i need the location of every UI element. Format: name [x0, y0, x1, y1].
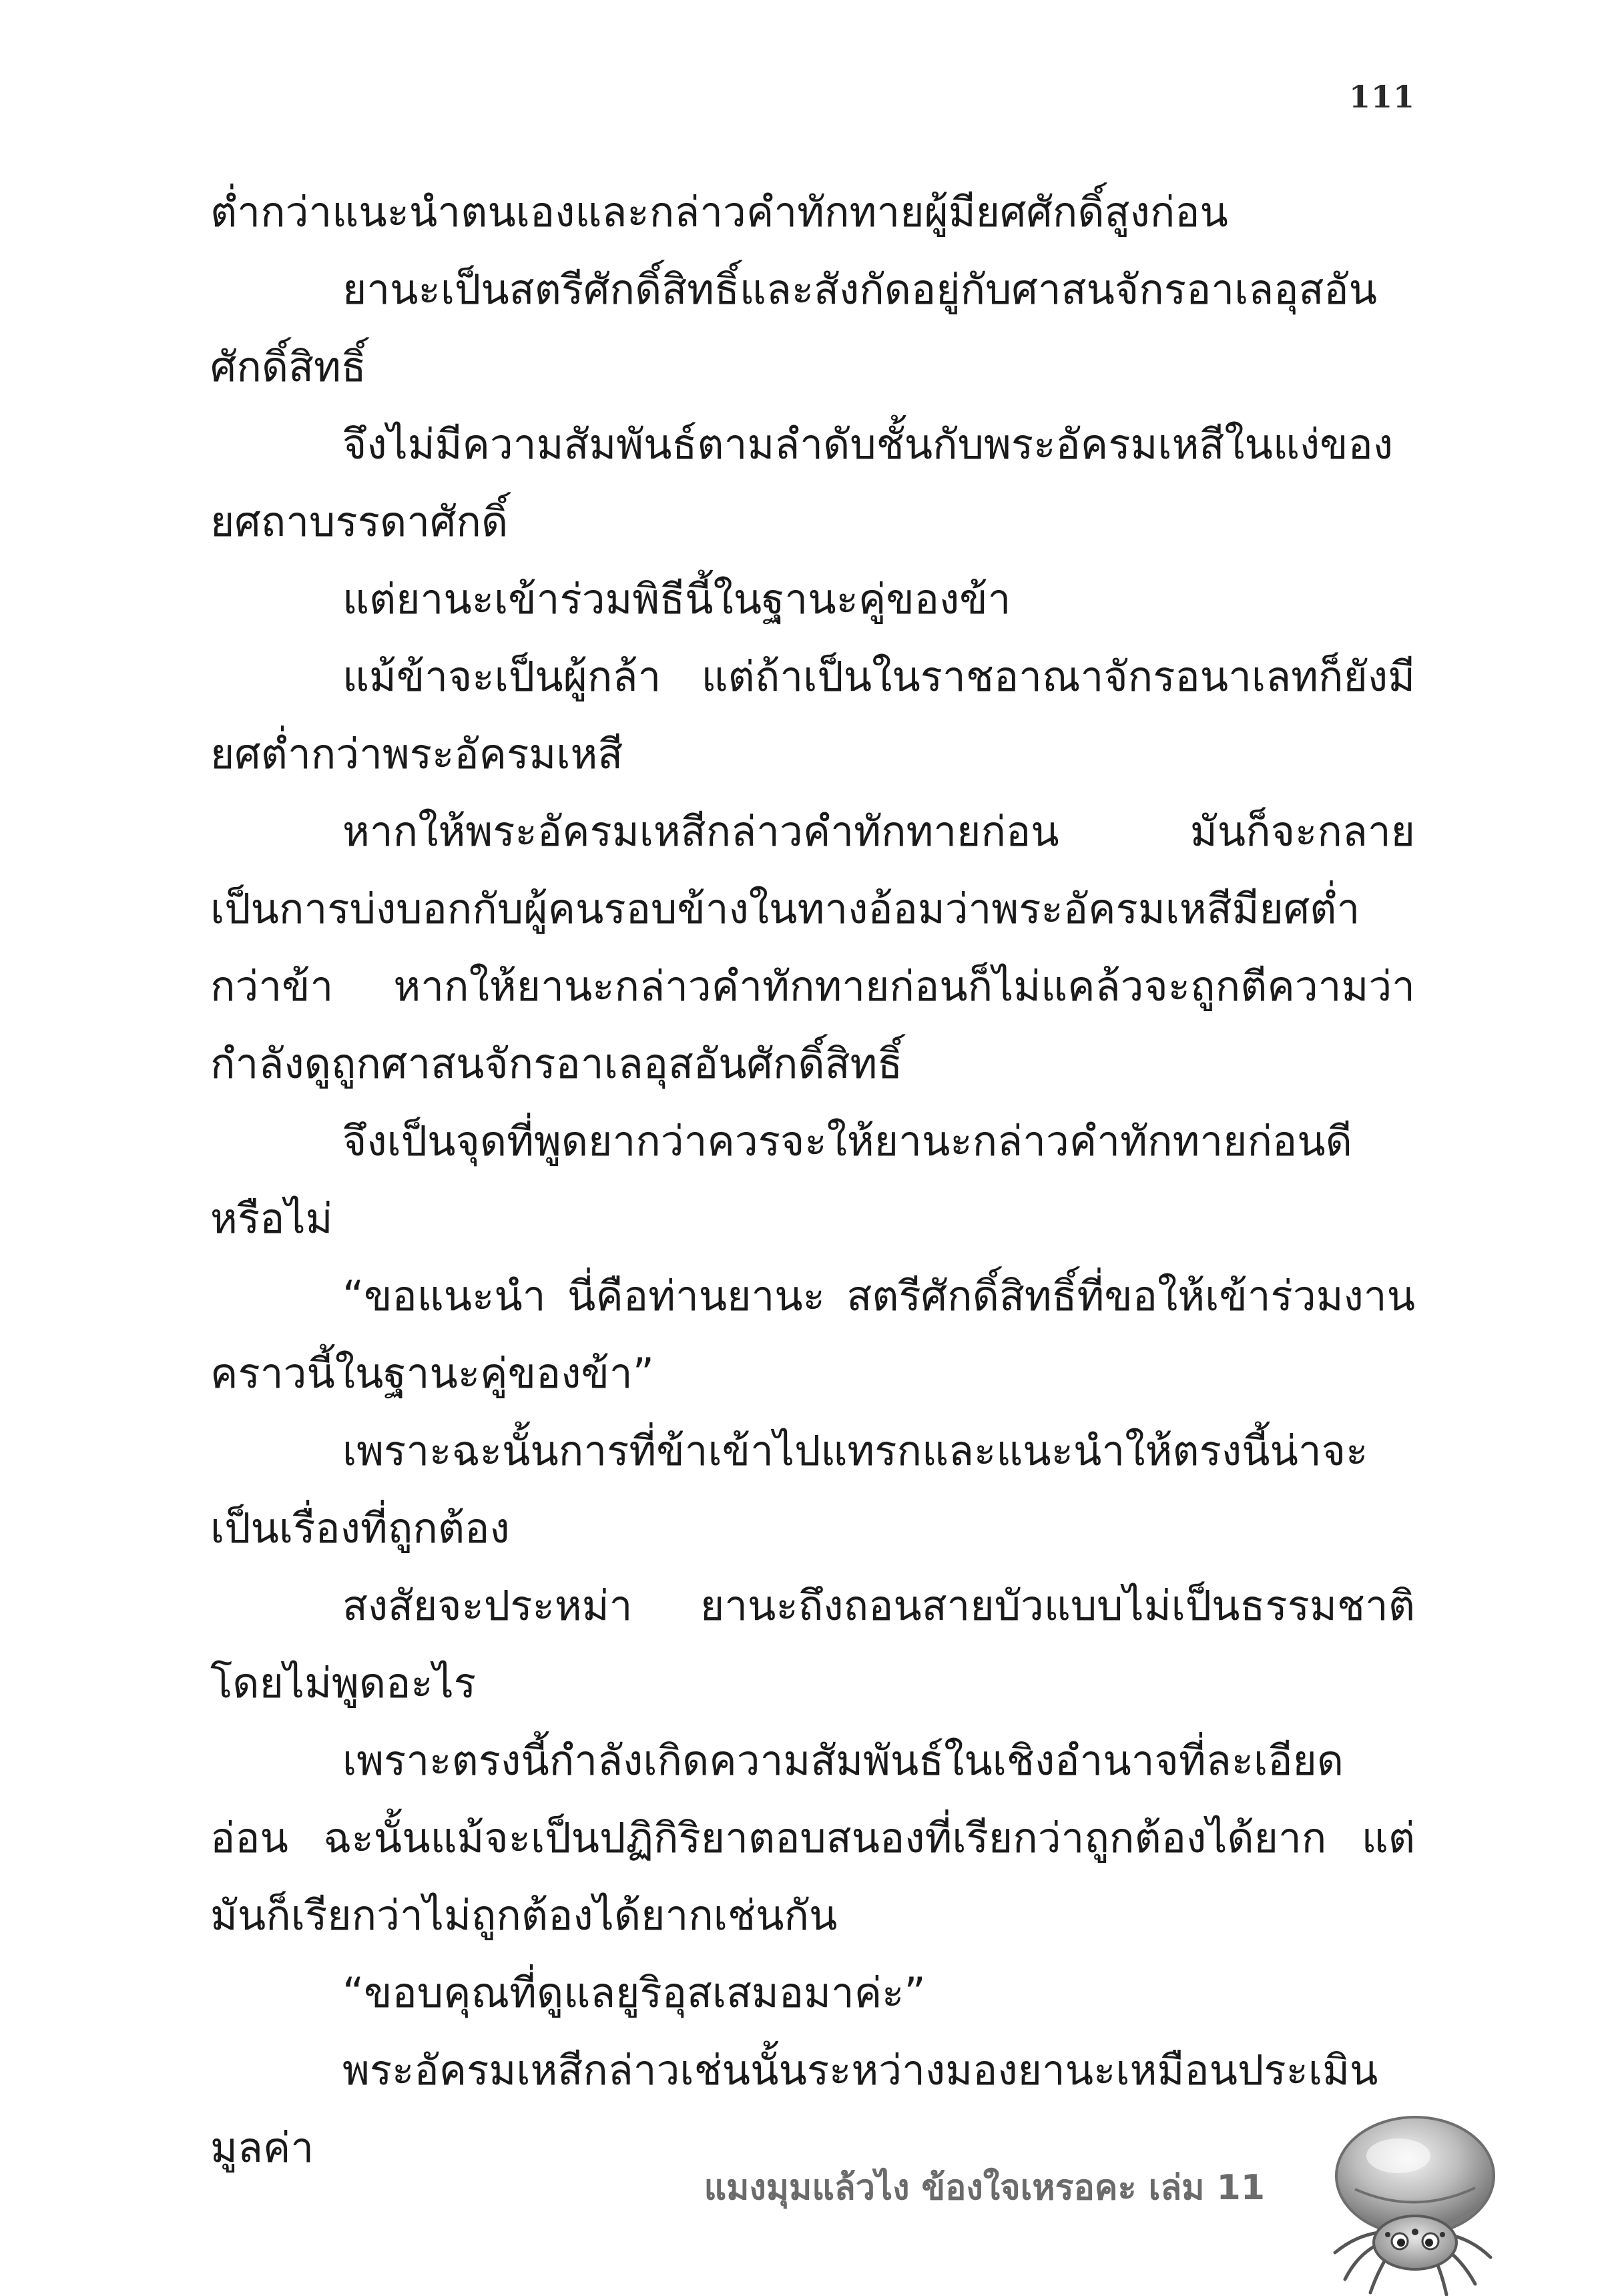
footer-book-title: แมงมุมแล้วไง ข้องใจเหรอคะ เล่ม 11	[704, 2168, 1265, 2208]
paragraph: เพราะฉะนั้นการที่ข้าเข้าไปแทรกและแนะนำให้ตรงนี้น่าจะเป็นเรื่องที่ถูกต้อง	[210, 1426, 1368, 1552]
paragraph: แม้ข้าจะเป็นผู้กล้า แต่ถ้าเป็นในราชอาณาจักรอนาเลทก็ยังมียศต่ำกว่าพระอัครมเหสี	[210, 652, 1415, 778]
spider-mascot-icon	[1318, 2109, 1512, 2296]
page-number: 111	[1348, 79, 1415, 115]
paragraph: ยานะเป็นสตรีศักดิ์สิทธิ์และสังกัดอยู่กับศาสนจักรอาเลอุสอันศักดิ์สิทธิ์	[210, 265, 1377, 391]
paragraph: จึงไม่มีความสัมพันธ์ตามลำดับชั้นกับพระอัครมเหสีในแง่ของยศถาบรรดาศักดิ์	[210, 420, 1394, 546]
paragraph: แต่ยานะเข้าร่วมพิธีนี้ในฐานะคู่ของข้า	[342, 575, 1011, 623]
body-text	[210, 174, 1415, 2187]
paragraph: จึงเป็นจุดที่พูดยากว่าควรจะให้ยานะกล่าวคำทักทายก่อนดีหรือไม่	[210, 1117, 1352, 1243]
paragraph: สงสัยจะประหม่า ยานะถึงถอนสายบัวแบบไม่เป็นธรรมชาติโดยไม่พูดอะไร	[210, 1581, 1415, 1707]
paragraph: หากให้พระอัครมเหสีกล่าวคำทักทายก่อน มันก็จะกลายเป็นการบ่งบอกกับผู้คนรอบข้างในทางอ้อมว่าพระอัครมเหสีมียศต่ำกว่าข้า หากให้ยานะกล่าวคำทักทายก่อนก็ไม่แคล้วจะถูกตีความว่ากำลังดูถูกศาสนจักรอาเลอุสอันศักดิ์สิทธิ์	[210, 807, 1415, 1088]
paragraph: “ขอแนะนำ นี่คือท่านยานะ สตรีศักดิ์สิทธิ์ที่ขอให้เข้าร่วมงานคราวนี้ในฐานะคู่ของข้า”	[210, 1271, 1415, 1398]
paragraph: ต่ำกว่าแนะนำตนเองและกล่าวคำทักทายผู้มียศศักดิ์สูงก่อน	[210, 188, 1228, 236]
paragraph: เพราะตรงนี้กำลังเกิดความสัมพันธ์ในเชิงอำนาจที่ละเอียดอ่อน ฉะนั้นแม้จะเป็นปฏิกิริยาตอบสนองที่เรียกว่าถูกต้องได้ยาก แต่มันก็เรียกว่าไม่ถูกต้องได้ยากเช่นกัน	[210, 1736, 1415, 1940]
paragraph: “ขอบคุณที่ดูแลยูริอุสเสมอมาค่ะ”	[342, 1968, 926, 2017]
paragraph: พระอัครมเหสีกล่าวเช่นนั้นระหว่างมองยานะเหมือนประเมินมูลค่า	[210, 2046, 1378, 2172]
